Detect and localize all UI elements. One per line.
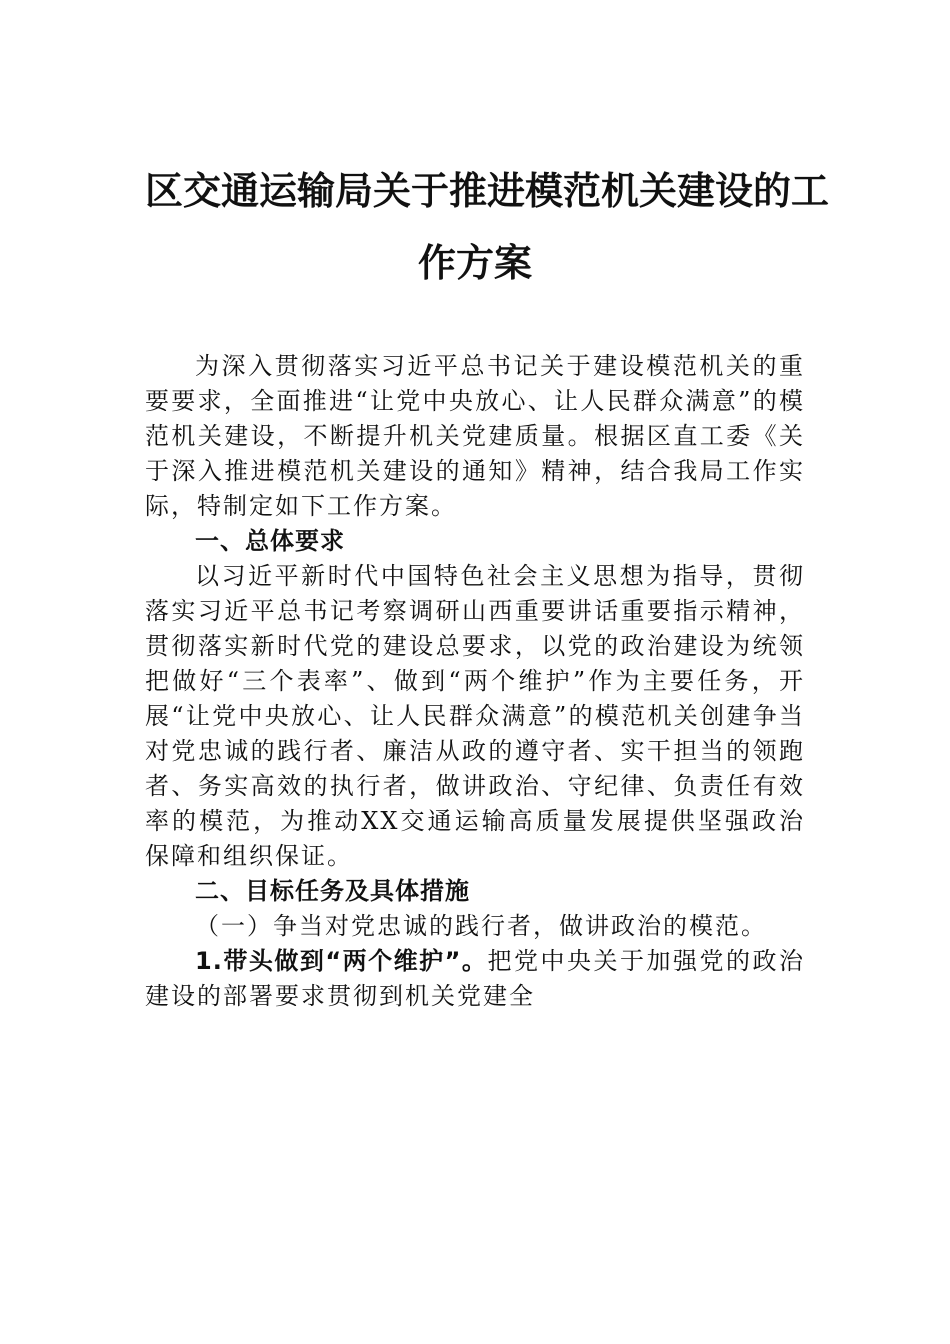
section-1-paragraph: 以习近平新时代中国特色社会主义思想为指导，贯彻落实习近平总书记考察调研山西重要讲话重要指示精神，贯彻落实新时代党的建设总要求，以党的政治建设为统领把做好“三个表率”、做到“两个维护”作为主要任务，开展“让党中央放心、让人民群众满意”的模范机关创建争当对党忠诚的践行者、廉洁从政的遵守者、实干担当的领跑者、务实高效的执行者，做讲政治、守纪律、负责任有效率的模范，为推动XX交通运输高质量发展提供坚强政治保障和组织保证。 bbox=[145, 562, 805, 870]
section-1-heading: 一、总体要求 bbox=[195, 527, 345, 555]
item-1-paragraph bbox=[145, 944, 805, 1014]
intro-paragraph: 为深入贯彻落实习近平总书记关于建设模范机关的重要要求，全面推进“让党中央放心、让人民群众满意”的模范机关建设，不断提升机关党建质量。根据区直工委《关于深入推进模范机关建设的通知》精神，结合我局工作实际，特制定如下工作方案。 bbox=[145, 352, 805, 520]
item-1-body: 把党中央关于加强党的政治建设的部署要求贯彻到机关党建全 bbox=[145, 947, 805, 1010]
item-1-lead: 1.带头做到“两个维护”。 bbox=[195, 947, 488, 975]
document-title-line-1: 区交通运输局关于推进模范机关建设的工 bbox=[145, 168, 830, 213]
document-title bbox=[145, 155, 830, 299]
section-2-heading: 二、目标任务及具体措施 bbox=[195, 877, 470, 905]
document-title-line-2: 作方案 bbox=[417, 240, 532, 285]
document-body bbox=[145, 349, 805, 1014]
document-page bbox=[145, 155, 830, 1014]
subsection-1-heading: （一）争当对党忠诚的践行者，做讲政治的模范。 bbox=[195, 912, 767, 940]
